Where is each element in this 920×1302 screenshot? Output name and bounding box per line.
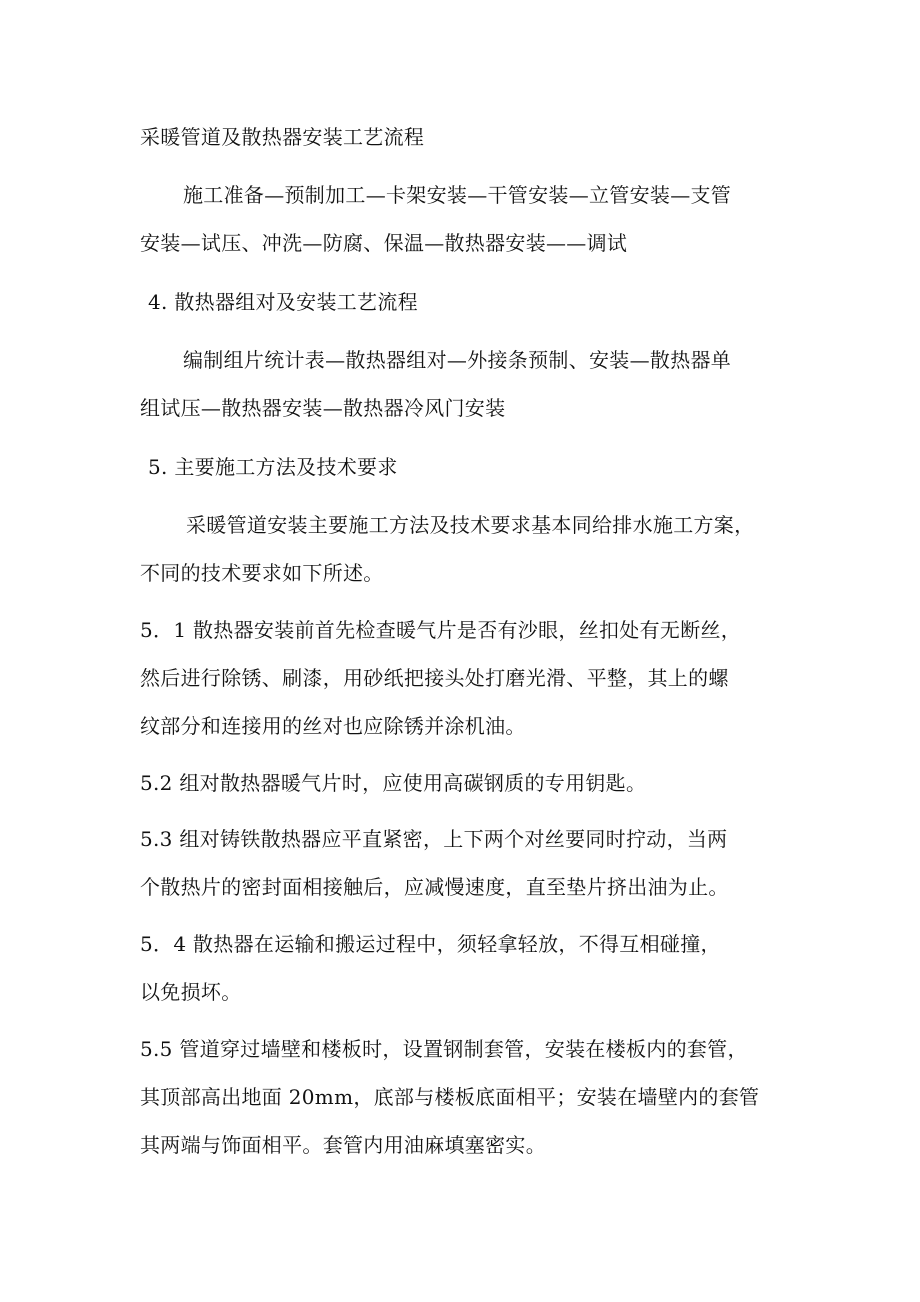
paragraph-line: 5.2 组对散热器暖气片时，应使用高碳钢质的专用钥匙。 [140, 771, 647, 795]
paragraph-line: 5.3 组对铸铁散热器应平直紧密，上下两个对丝要同时拧动，当两 [140, 827, 728, 851]
paragraph-line: 安装—试压、冲洗—防腐、保温—散热器安装——调试 [140, 231, 628, 255]
paragraph-line: 组试压—散热器安装—散热器冷风门安装 [140, 396, 506, 420]
paragraph-line: 其两端与饰面相平。套管内用油麻填塞密实。 [140, 1133, 546, 1157]
paragraph-line: 施工准备—预制加工—卡架安装—干管安装—立管安装—支管 [183, 183, 732, 207]
heading-main-methods: 5. 主要施工方法及技术要求 [148, 455, 398, 479]
paragraph-line: 以免损坏。 [140, 980, 242, 1004]
paragraph-line: 个散热片的密封面相接触后，应减慢速度，直至垫片挤出油为止。 [140, 875, 729, 899]
paragraph-line: 5.5 管道穿过墙壁和楼板时，设置钢制套管，安装在楼板内的套管， [140, 1037, 748, 1061]
paragraph-line: 不同的技术要求如下所述。 [140, 561, 384, 585]
heading-heating-pipe-process: 采暖管道及散热器安装工艺流程 [140, 125, 425, 149]
paragraph-line: 其顶部高出地面 20mm，底部与楼板底面相平；安装在墙壁内的套管 [140, 1085, 760, 1109]
paragraph-line: 纹部分和连接用的丝对也应除锈并涂机油。 [140, 714, 526, 738]
paragraph-line: 5．4 散热器在运输和搬运过程中，须轻拿轻放，不得互相碰撞， [140, 932, 721, 956]
paragraph-line: 采暖管道安装主要施工方法及技术要求基本同给排水施工方案， [186, 513, 755, 537]
heading-radiator-process: 4. 散热器组对及安装工艺流程 [148, 290, 418, 314]
paragraph-line: 编制组片统计表—散热器组对—外接条预制、安装—散热器单 [183, 348, 732, 372]
paragraph-line: 5．1 散热器安装前首先检查暖气片是否有沙眼，丝扣处有无断丝， [140, 618, 742, 642]
paragraph-line: 然后进行除锈、刷漆，用砂纸把接头处打磨光滑、平整，其上的螺 [140, 666, 729, 690]
